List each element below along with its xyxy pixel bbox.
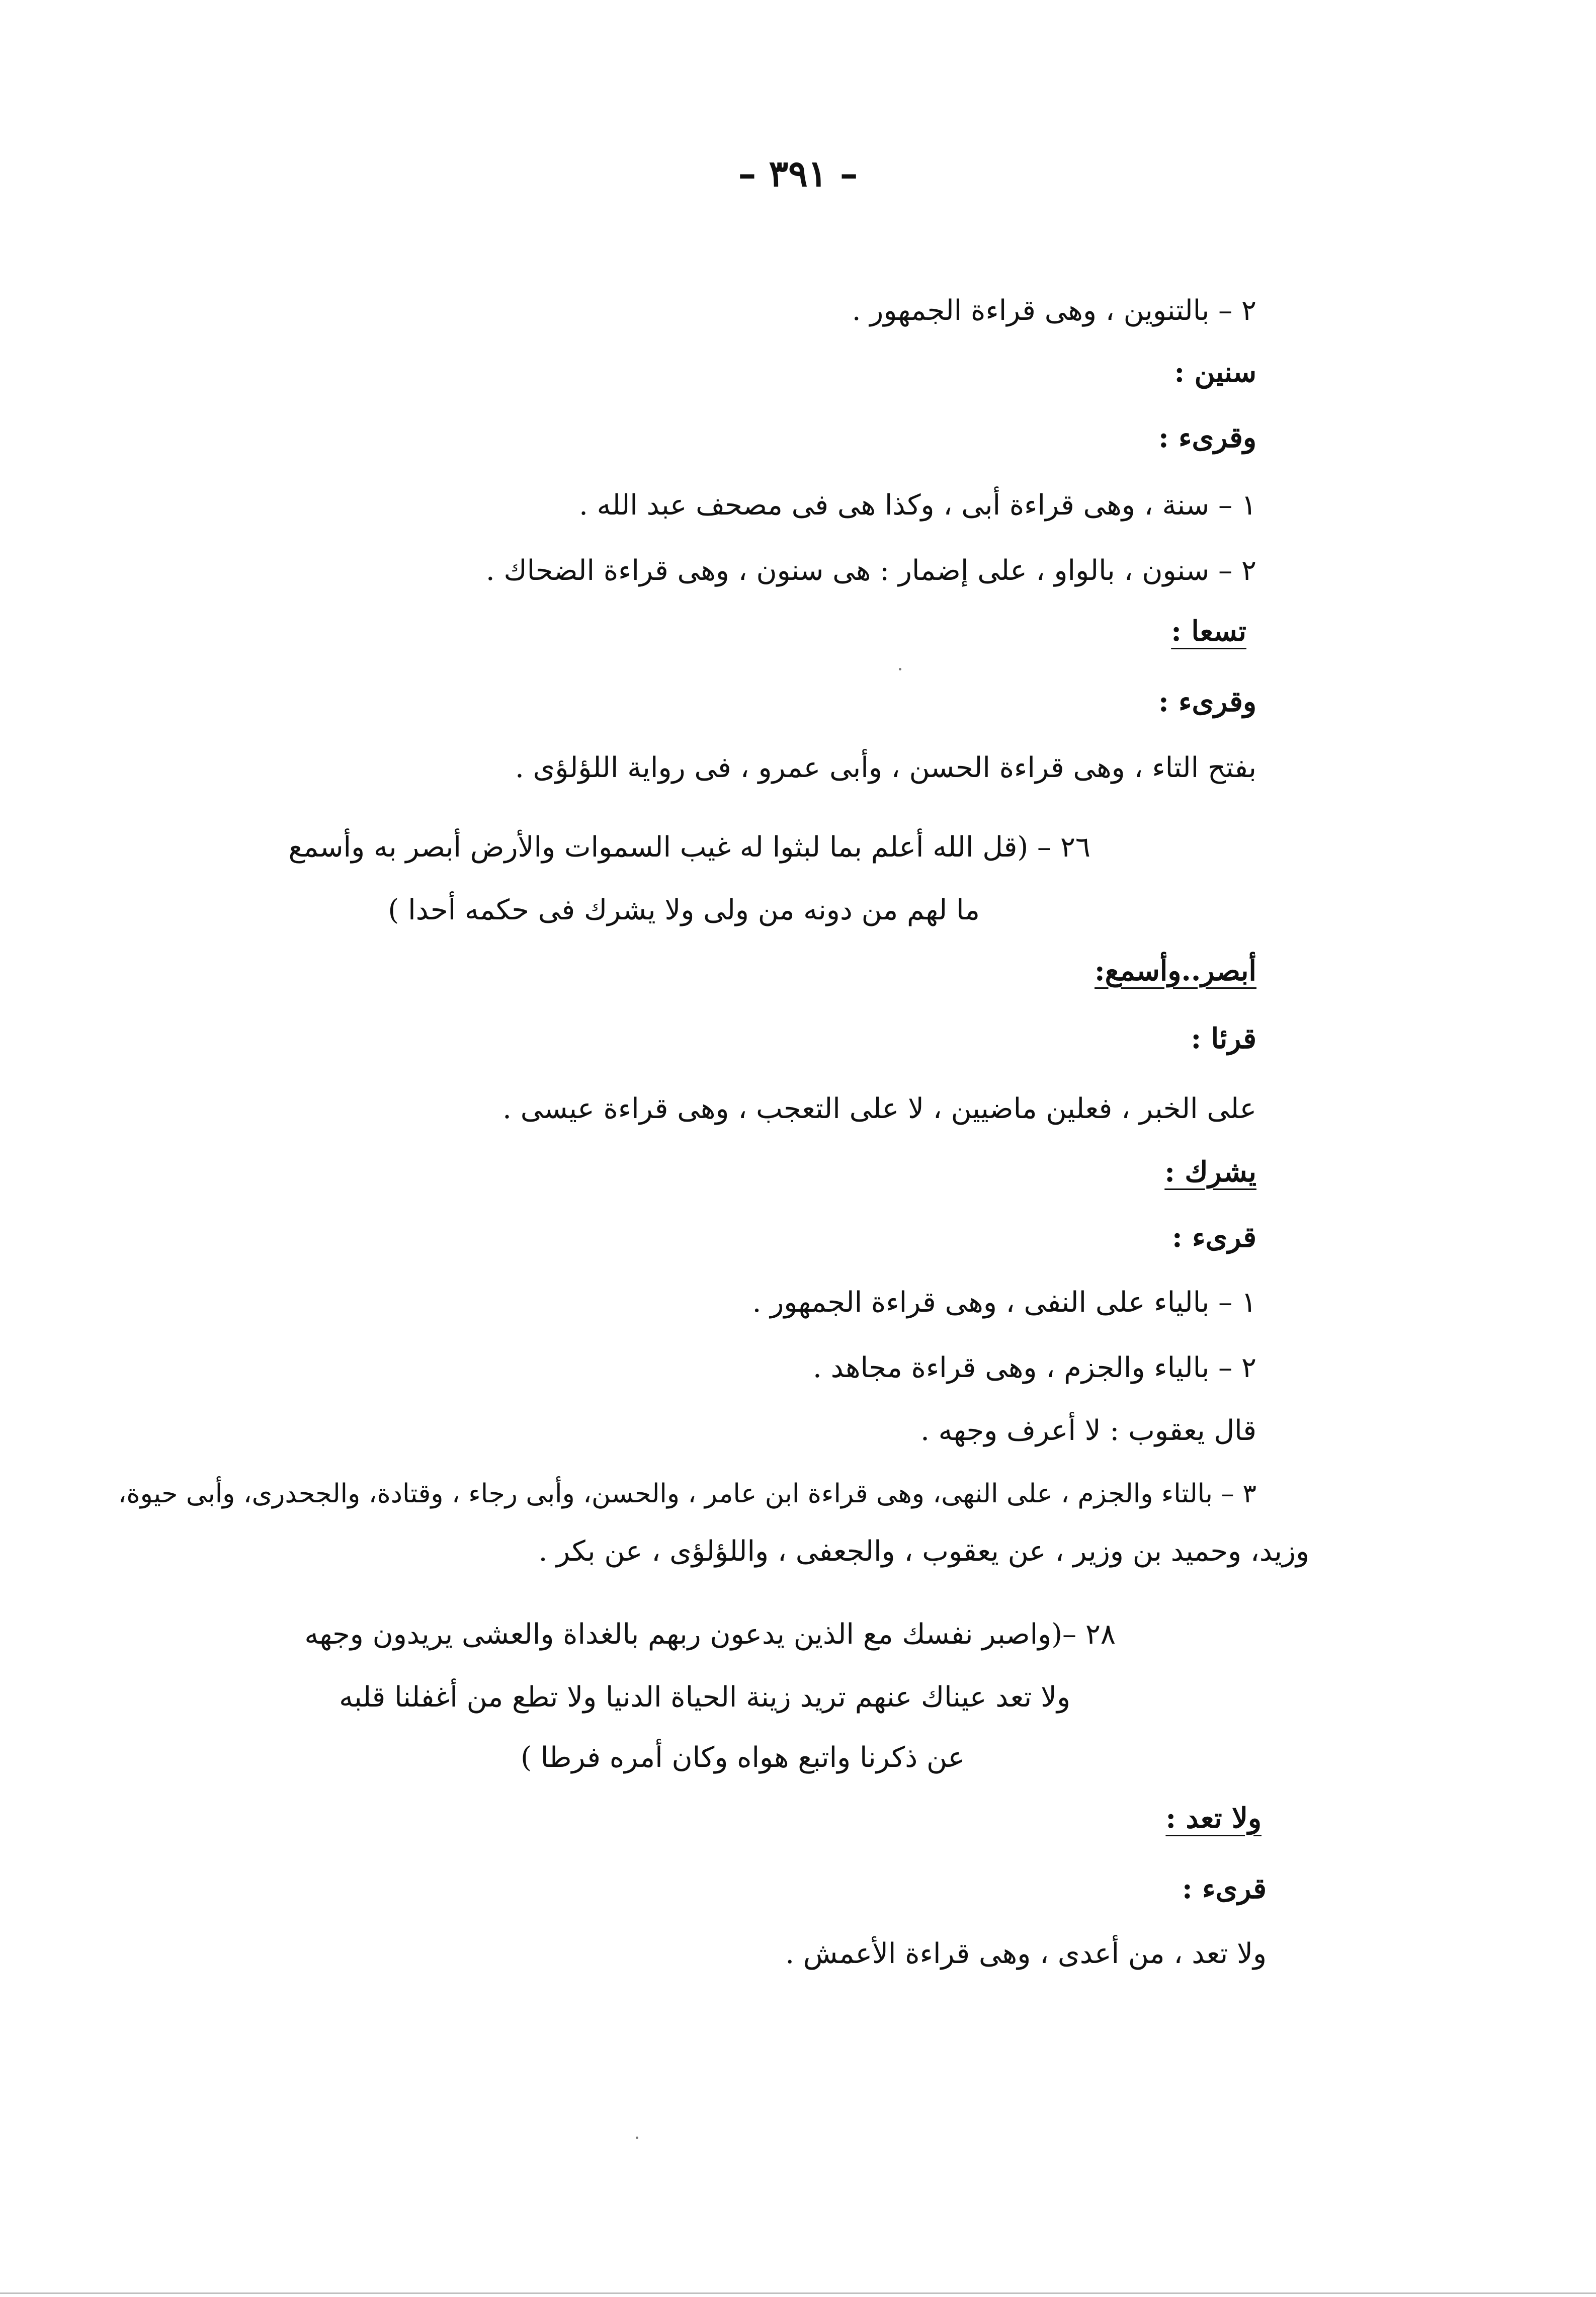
section-label: قرىء : xyxy=(1182,1872,1267,1905)
headword: تسعا : xyxy=(1171,615,1246,648)
scan-speck xyxy=(899,668,901,670)
headword: ولا تعد : xyxy=(1165,1802,1262,1835)
text-line: ٢ – بالياء والجزم ، وهى قراءة مجاهد . xyxy=(812,1351,1256,1384)
verse-line: ٢٨ –(واصبر نفسك مع الذين يدعون ربهم بالغداة والعشى يريدون وجهه xyxy=(304,1618,1116,1651)
text-line: ١ – بالياء على النفى ، وهى قراءة الجمهور . xyxy=(752,1286,1256,1319)
page-edge-rule xyxy=(0,2292,1596,2294)
section-label: وقرىء : xyxy=(1158,685,1256,718)
text-line: ٢ – سنون ، بالواو ، على إضمار : هى سنون ، وهى قراءة الضحاك . xyxy=(485,554,1256,587)
text-line: ٣ – بالتاء والجزم ، على النهى، وهى قراءة ابن عامر ، والحسن، وأبى رجاء ، وقتادة، والجحدرى، وأبى حيوة، xyxy=(118,1479,1256,1509)
text-line: بفتح التاء ، وهى قراءة الحسن ، وأبى عمرو ، فى رواية اللؤلؤى . xyxy=(515,751,1256,784)
text-line: على الخبر ، فعلين ماضيين ، لا على التعجب ، وهى قراءة عيسى . xyxy=(502,1092,1256,1125)
verse-line: ما لهم من دونه من ولى ولا يشرك فى حكمه أحدا ) xyxy=(388,894,980,926)
text-line: ١ – سنة ، وهى قراءة أبى ، وكذا هى فى مصحف عبد الله . xyxy=(579,489,1256,522)
headword: أبصر..وأسمع: xyxy=(1095,954,1256,987)
text-line: قال يعقوب : لا أعرف وجهه . xyxy=(920,1414,1256,1447)
text-line: ولا تعد ، من أعدى ، وهى قراءة الأعمش . xyxy=(785,1937,1267,1970)
section-label: قرىء : xyxy=(1172,1221,1256,1254)
text-line: وزيد، وحميد بن وزير ، عن يعقوب ، والجعفى ، واللؤلؤى ، عن بكر . xyxy=(538,1535,1309,1568)
headword: يشرك : xyxy=(1164,1155,1256,1188)
verse-line: ٢٦ – (قل الله أعلم بما لبثوا له غيب السموات والأرض أبصر به وأسمع xyxy=(288,831,1090,864)
verse-line: عن ذكرنا واتبع هواه وكان أمره فرطا ) xyxy=(521,1741,965,1774)
page-number: – ٣٩١ – xyxy=(738,152,858,195)
verse-line: ولا تعد عيناك عنهم تريد زينة الحياة الدنيا ولا تطع من أغفلنا قلبه xyxy=(339,1681,1070,1714)
headword: سنين : xyxy=(1174,356,1256,389)
section-label: قرئا : xyxy=(1191,1022,1256,1055)
section-label: وقرىء : xyxy=(1158,421,1256,454)
scan-speck xyxy=(636,2137,638,2139)
text-line: ٢ – بالتنوين ، وهى قراءة الجمهور . xyxy=(852,294,1256,327)
